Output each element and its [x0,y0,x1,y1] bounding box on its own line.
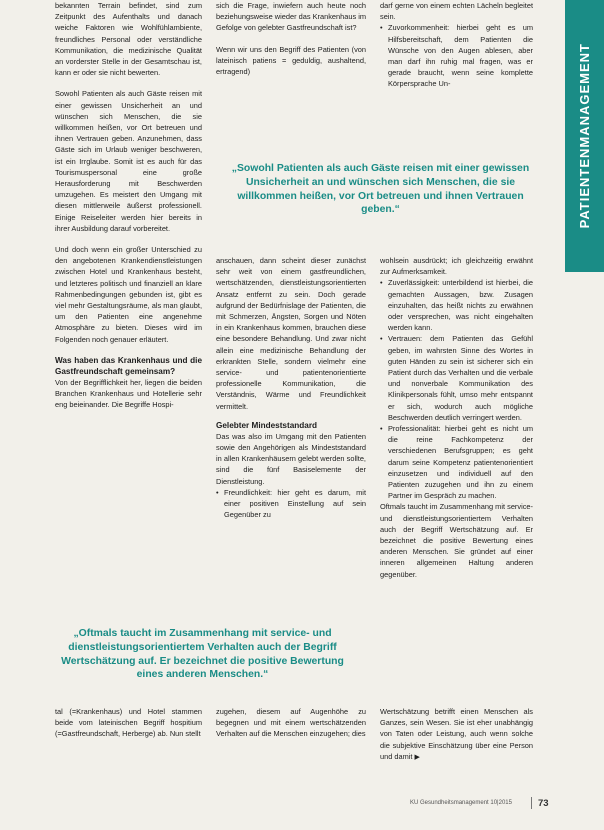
paragraph: Das was also im Umgang mit den Patienten sowie den Angehörigen als Mindeststandard in allen Krankenhäusern gelebt werden sollte, sind die fünf Basiselemente der Dienstleistung. [216,431,366,486]
bullet-list [216,487,366,521]
pull-quote-2: „Oftmals taucht im Zusammenhang mit service- und dienstleistungsorientiertem Verhalten auch der Begriff Wertschätzung auf. Er bezeichnet die positive Bewertung eines anderen Menschen.“ [61,628,344,681]
column-1-bottom [55,706,202,750]
section-tab [565,0,604,272]
column-3-top [380,0,533,90]
paragraph: darf gerne von einem echten Lächeln begleitet sein. [380,1,533,22]
paragraph: sich die Frage, inwiefern auch heute noch beziehungsweise wieder das Krankenhaus im Gefolge von gelebter Gastfreundschaft ist? [216,1,366,33]
footer-publication: KU Gesundheitsmanagement 10|2015 [410,800,512,806]
paragraph [380,706,533,763]
continue-arrow-icon: ▶ [414,753,420,761]
paragraph: Sowohl Patienten als auch Gäste reisen mit einer gewissen Unsicherheit an und wünschen sich Menschen, die sie willkommen heißen, vor Ort betreuen und ihnen Vertrauen geben. Anzunehmen, dass Gäste sich im Urlaub weniger beschweren, ist ein Irrglaube. Somit ist es auch für das Tourismuspersonal eine große Herausforderung mit Beschwerden umzugehen. Es meistert den Umgang mit diesen mittlerweile äußerst professionell. Einige Reiseleiter werden hier bereits in ihrer Ausbildung darauf vorbereitet. [55,89,202,233]
list-item: • Professionalität: hierbei geht es nicht um die reine Fachkompetenz der verschiedenen Berufsgruppen; es geht darum seine Kompetenz patientenorientiert einzusetzen und individuell auf den Patienten zuzugehen und ihn zu einem Partner im Gespräch zu machen. [380,423,533,501]
paragraph: Und doch wenn ein großer Unterschied zu den angebotenen Krankendienstleistungen zwischen Hotel und Krankenhaus besteht, und letzteres politisch und finanziell an klare Rahmenbedingungen gebunden ist, gibt es viel mehr Gestaltungsräume, als man glaubt, um den Patienten eine angenehme Atmosphäre zu bieten. Dieses wird im Folgenden noch genauer erläutert. [55,245,202,344]
paragraph: wohlsein ausdrückt; ich gleichzeitig erwähnt zur Aufmerksamkeit. [380,256,533,277]
paragraph-text: Wertschätzung betrifft einen Menschen als Ganzes, sein Wesen. Sie ist eher unabhängig von Taten oder Leistung, auch wenn solche die subjektive Einschätzung über eine Person und damit [380,707,533,761]
paragraph: zugehen, diesem auf Augenhöhe zu begegnen und mit einem wertschätzenden Verhalten auf die Menschen einzugehen; dies [216,707,366,739]
section-heading-krankenhaus: Was haben das Krankenhaus und die Gastfreundschaft gemeinsam? [55,355,202,376]
column-3-middle [380,255,533,580]
pull-quote-1: „Sowohl Patienten als auch Gäste reisen mit einer gewissen Unsicherheit an und wünschen sich Menschen, die sie willkommen heißen, vor Ort betreuen und ihnen Vertrauen geben.“ [231,163,530,216]
paragraph: Oftmals taucht im Zusammenhang mit service- und dienstleistungsorientiertem Verhalten auch der Begriff Wertschätzung auf. Er bezeichnet die positive Bewertung eines anderen Menschen. Sie gründet auf einer inneren allgemeinen Haltung anderen gegenüber. [380,502,533,579]
footer-divider [531,797,532,809]
section-heading-mindeststandard: Gelebter Mindeststandard [216,420,318,430]
paragraph: Von der Begrifflichkeit her, liegen die beiden Branchen Krankenhaus und Hotellerie sehr eng beieinander. Die Begriffe Hospi- [55,377,202,410]
column-1-top [55,0,202,421]
bullet-list [380,277,533,501]
column-2-top [216,0,366,87]
list-item: • Zuverlässigkeit: unterbildend ist hierbei, die gemachten Aussagen, bzw. Zusagen einzuhalten, das heißt nichts zu erwähnen oder versprechen, was nicht eingehalten werden kann. [380,277,533,333]
list-item: • Vertrauen: dem Patienten das Gefühl geben, im wahrsten Sinne des Wortes in guten Händen zu sein ist sicherer sich ein Patient durch das Verhalten und die verbale und nonverbale Kommunikation des Klinikpersonals fühlt, umso mehr entspannt er sich, wodurch auch mögliche Beschwerden deutlich verringert werden. [380,333,533,423]
paragraph: anschauen, dann scheint dieser zunächst sehr weit von einem gastfreundlichen, wertschätzenden, dienstleistungsorientierten Ansatz entfernt zu sein. Doch gerade aufgrund der Bedürfnislage der Patienten, die mit Schmerzen, Ängsten, Sorgen und Nöten in ein Krankenhaus kommen, brauchen diese eine besondere Behandlung. Und zwar nicht allein eine medizinische Behandlung der erkrankten Stelle, sondern vielmehr eine service- und patientenorientierte professionelle Kommunikation, die Verständnis, Wärme und Freundlichkeit vermittelt. [216,256,366,411]
column-3-bottom [380,706,533,773]
page-number: 73 [538,798,549,809]
paragraph: bekannten Terrain befindet, sind zum Zeitpunkt des Aufenthalts und danach weiche Faktoren wie Wohlfühlambiente, freundliches Personal oder verständliche Kommunikation, die medizinische Qualität an vorderster Stelle in der Gesamtschau ist, kann er oder sie nicht bewerten. [55,1,202,78]
list-item: • Zuvorkommenheit: hierbei geht es um Hilfsbereitschaft, dem Patienten die Wünsche von den Augen ablesen, aber man darf ihn ruhig mal fragen, was er gerade braucht, wenn seine komplette Körpersprache Un- [380,22,533,89]
list-item: • Freundlichkeit: hier geht es darum, mit einer positiven Einstellung auf sein Gegenüber zu [216,487,366,521]
column-2-bottom [216,706,366,750]
paragraph: Wenn wir uns den Begriff des Patienten (von lateinisch patiens = geduldig, aushaltend, ertragend) [216,44,366,77]
paragraph: tal (=Krankenhaus) und Hotel stammen beide vom lateinischen Begriff hospitium (=Gastfreundschaft, Herberge) ab. Nun stellt [55,707,202,739]
bullet-list [380,22,533,89]
column-2-middle [216,255,366,520]
section-tab-label: PATIENTENMANAGEMENT [577,43,592,229]
